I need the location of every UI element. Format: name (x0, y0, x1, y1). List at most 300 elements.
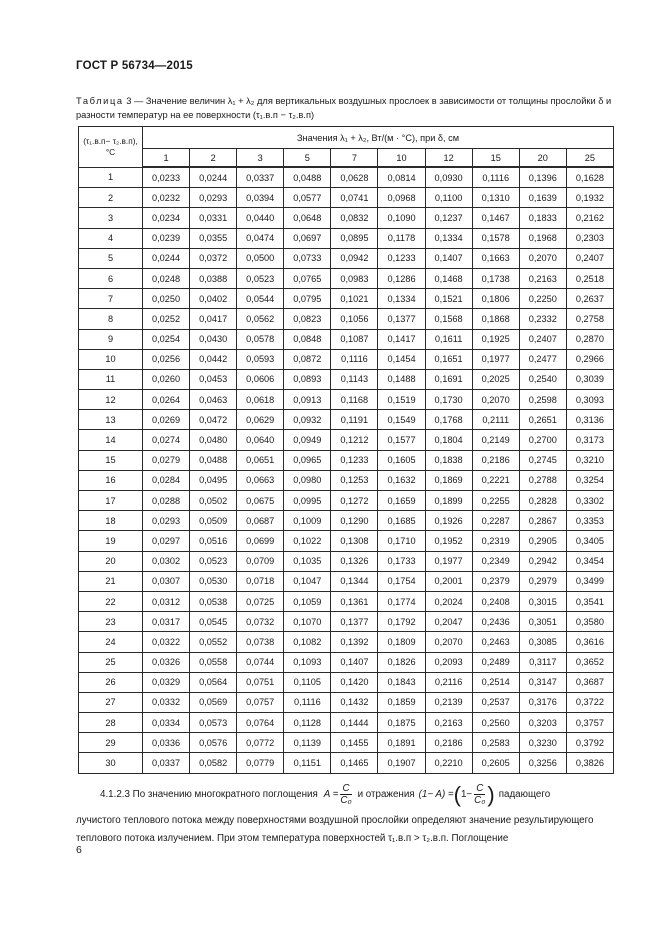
table-cell: 0,1070 (284, 612, 331, 632)
table-cell: 0,0651 (237, 450, 284, 470)
table-cell: 0,0932 (284, 410, 331, 430)
table-cell: 0,0480 (190, 430, 237, 450)
table-cell: 0,2111 (472, 410, 519, 430)
table-cell: 0,2255 (472, 491, 519, 511)
table-cell: 0,2149 (472, 430, 519, 450)
table-cell: 0,3353 (566, 511, 613, 531)
table-cell: 0,3093 (566, 390, 613, 410)
row-header-cell: 12 (79, 390, 143, 410)
table-cell: 0,0307 (143, 571, 190, 591)
table-cell: 0,1663 (472, 248, 519, 268)
table-cell: 0,1774 (378, 591, 425, 611)
table-cell: 0,0430 (190, 329, 237, 349)
table-cell: 0,0332 (143, 692, 190, 712)
table-cell: 0,3454 (566, 551, 613, 571)
row-header-cell: 22 (79, 591, 143, 611)
table-cell: 0,1035 (284, 551, 331, 571)
table-cell: 0,1116 (331, 349, 378, 369)
table-cell: 0,1806 (472, 289, 519, 309)
table-cell: 0,1875 (378, 713, 425, 733)
row-header-cell: 28 (79, 713, 143, 733)
paragraph-tail: падающего (498, 788, 551, 800)
table-cell: 0,1465 (331, 753, 378, 773)
table-cell: 0,2540 (519, 369, 566, 389)
table-cell: 0,0913 (284, 390, 331, 410)
table-cell: 0,0530 (190, 571, 237, 591)
table-cell: 0,2139 (425, 692, 472, 712)
table-row (79, 369, 614, 389)
table-body (79, 167, 614, 773)
table-cell: 0,2250 (519, 289, 566, 309)
table-cell: 0,1977 (472, 349, 519, 369)
table-cell: 0,1396 (519, 167, 566, 188)
table-cell: 0,0709 (237, 551, 284, 571)
table-row (79, 491, 614, 511)
table-cell: 0,1977 (425, 551, 472, 571)
formula-refl-inner: 1− (460, 788, 473, 800)
table-cell: 0,1022 (284, 531, 331, 551)
group-header: Значения λ₁ + λ₂, Вт/(м · °С), при δ, см (143, 127, 614, 149)
table-cell: 0,3085 (519, 632, 566, 652)
caption-label: Таблица (76, 96, 124, 106)
table-cell: 0,0552 (190, 632, 237, 652)
table-cell: 0,2870 (566, 329, 613, 349)
table-cell: 0,0577 (284, 188, 331, 208)
table-cell: 0,1859 (378, 692, 425, 712)
table-cell: 0,3173 (566, 430, 613, 450)
table-cell: 0,3792 (566, 733, 613, 753)
paragraph-lead: 4.1.2.3 По значению многократного поглощения (100, 788, 318, 800)
table-cell: 0,1651 (425, 349, 472, 369)
table-cell: 0,1139 (284, 733, 331, 753)
table-cell: 0,1407 (331, 652, 378, 672)
table-cell: 0,0980 (284, 470, 331, 490)
table-cell: 0,0576 (190, 733, 237, 753)
table-cell: 0,1952 (425, 531, 472, 551)
table-cell: 0,2477 (519, 349, 566, 369)
table-cell: 0,1237 (425, 208, 472, 228)
table-cell: 0,0558 (190, 652, 237, 672)
table-cell: 0,0312 (143, 591, 190, 611)
table-cell: 0,0628 (331, 167, 378, 188)
table-cell: 0,0244 (190, 167, 237, 188)
data-table (78, 126, 614, 774)
table-cell: 0,0675 (237, 491, 284, 511)
table-cell: 0,0606 (237, 369, 284, 389)
table-cell: 0,3117 (519, 652, 566, 672)
table-cell: 0,2651 (519, 410, 566, 430)
table-cell: 0,0764 (237, 713, 284, 733)
table-cell: 0,1932 (566, 188, 613, 208)
table-cell: 0,0317 (143, 612, 190, 632)
table-cell: 0,1392 (331, 632, 378, 652)
corner-unit: °C (105, 146, 116, 157)
table-cell: 0,0297 (143, 531, 190, 551)
table-cell: 0,0502 (190, 491, 237, 511)
table-cell: 0,3722 (566, 692, 613, 712)
table-cell: 0,1021 (331, 289, 378, 309)
table-row (79, 632, 614, 652)
table-cell: 0,0578 (237, 329, 284, 349)
table-row (79, 591, 614, 611)
column-header: 2 (190, 149, 237, 168)
table-cell: 0,3826 (566, 753, 613, 773)
table-cell: 0,2163 (519, 268, 566, 288)
table-cell: 0,3203 (519, 713, 566, 733)
table-row (79, 430, 614, 450)
table-cell: 0,0232 (143, 188, 190, 208)
row-header-cell: 17 (79, 491, 143, 511)
table-cell: 0,0239 (143, 228, 190, 248)
table-cell: 0,0697 (284, 228, 331, 248)
table-cell: 0,1605 (378, 450, 425, 470)
table-row (79, 612, 614, 632)
table-row (79, 713, 614, 733)
table-cell: 0,0260 (143, 369, 190, 389)
table-cell: 0,0545 (190, 612, 237, 632)
caption-text: 3 — Значение величин λ₁ + λ₂ для вертикальных воздушных прослоек в зависимости от толщины прослойки δ и разности температур на ее поверхности (τ₁.в.п − τ₂.в.п) (76, 96, 612, 120)
table-cell: 0,0302 (143, 551, 190, 571)
row-header-cell: 19 (79, 531, 143, 551)
table-cell: 0,0648 (284, 208, 331, 228)
table-cell: 0,2408 (472, 591, 519, 611)
table-cell: 0,0402 (190, 289, 237, 309)
table-cell: 0,0582 (190, 753, 237, 773)
table-cell: 0,3405 (566, 531, 613, 551)
table-cell: 0,2828 (519, 491, 566, 511)
table-cell: 0,1868 (472, 309, 519, 329)
table-cell: 0,1639 (519, 188, 566, 208)
table-cell: 0,0288 (143, 491, 190, 511)
row-header-cell: 15 (79, 450, 143, 470)
table-cell: 0,1272 (331, 491, 378, 511)
table-cell: 0,1826 (378, 652, 425, 672)
table-cell: 0,0264 (143, 390, 190, 410)
table-cell: 0,1143 (331, 369, 378, 389)
row-header-cell: 1 (79, 167, 143, 188)
row-header-cell: 23 (79, 612, 143, 632)
table-cell: 0,1738 (472, 268, 519, 288)
table-cell: 0,1432 (331, 692, 378, 712)
table-cell: 0,3616 (566, 632, 613, 652)
table-cell: 0,2319 (472, 531, 519, 551)
table-cell: 0,0757 (237, 692, 284, 712)
table-cell: 0,3256 (519, 753, 566, 773)
table-cell: 0,0474 (237, 228, 284, 248)
table-cell: 0,1659 (378, 491, 425, 511)
table-cell: 0,1407 (425, 248, 472, 268)
table-cell: 0,0640 (237, 430, 284, 450)
table-cell: 0,0564 (190, 672, 237, 692)
table-cell: 0,1417 (378, 329, 425, 349)
table-cell: 0,1838 (425, 450, 472, 470)
table-cell: 0,2407 (519, 329, 566, 349)
table-cell: 0,0372 (190, 248, 237, 268)
table-cell: 0,0417 (190, 309, 237, 329)
table-cell: 0,0814 (378, 167, 425, 188)
row-header-cell: 7 (79, 289, 143, 309)
table-cell: 0,2024 (425, 591, 472, 611)
table-cell: 0,1611 (425, 329, 472, 349)
row-header-cell: 6 (79, 268, 143, 288)
table-cell: 0,1754 (378, 571, 425, 591)
table-cell: 0,1087 (331, 329, 378, 349)
formula-a-eq: A = (323, 788, 339, 800)
table-cell: 0,2758 (566, 309, 613, 329)
table-cell: 0,2379 (472, 571, 519, 591)
row-header-cell: 3 (79, 208, 143, 228)
table-cell: 0,0234 (143, 208, 190, 228)
table-cell: 0,1444 (331, 713, 378, 733)
row-header-cell: 18 (79, 511, 143, 531)
table-cell: 0,2463 (472, 632, 519, 652)
table-cell: 0,0244 (143, 248, 190, 268)
table-cell: 0,1833 (519, 208, 566, 228)
table-cell: 0,1768 (425, 410, 472, 430)
table-row (79, 692, 614, 712)
table-cell: 0,3210 (566, 450, 613, 470)
table-cell: 0,1578 (472, 228, 519, 248)
table-cell: 0,3039 (566, 369, 613, 389)
table-cell: 0,1233 (331, 450, 378, 470)
table-cell: 0,0463 (190, 390, 237, 410)
table-cell: 0,1804 (425, 430, 472, 450)
table-row (79, 349, 614, 369)
row-header-cell: 25 (79, 652, 143, 672)
table-cell: 0,0488 (284, 167, 331, 188)
table-cell: 0,2070 (472, 390, 519, 410)
table-cell: 0,0779 (237, 753, 284, 773)
table-cell: 0,2979 (519, 571, 566, 591)
table-cell: 0,2186 (425, 733, 472, 753)
table-cell: 0,0562 (237, 309, 284, 329)
table-cell: 0,1468 (425, 268, 472, 288)
row-header-cell: 21 (79, 571, 143, 591)
table-cell: 0,2788 (519, 470, 566, 490)
table-cell: 0,2163 (425, 713, 472, 733)
table-cell: 0,2047 (425, 612, 472, 632)
table-cell: 0,1290 (331, 511, 378, 531)
corner-label: (τ₁.в.п− τ₂.в.п), (83, 135, 138, 146)
table-cell: 0,1116 (284, 692, 331, 712)
table-cell: 0,1116 (472, 167, 519, 188)
table-cell: 0,1308 (331, 531, 378, 551)
table-cell: 0,1105 (284, 672, 331, 692)
table-cell: 0,1632 (378, 470, 425, 490)
formula-a-fraction (340, 783, 351, 806)
table-cell: 0,0795 (284, 289, 331, 309)
table-cell: 0,0233 (143, 167, 190, 188)
table-cell: 0,2349 (472, 551, 519, 571)
table-cell: 0,0274 (143, 430, 190, 450)
table-row (79, 390, 614, 410)
table-cell: 0,1334 (378, 289, 425, 309)
table-row (79, 410, 614, 430)
table-cell: 0,0995 (284, 491, 331, 511)
table-cell: 0,0629 (237, 410, 284, 430)
table-cell: 0,1519 (378, 390, 425, 410)
table-cell: 0,3580 (566, 612, 613, 632)
paragraph-mid: и отражения (357, 788, 415, 800)
table-cell: 0,1968 (519, 228, 566, 248)
table-cell: 0,1009 (284, 511, 331, 531)
table-cell: 0,0573 (190, 713, 237, 733)
table-row (79, 188, 614, 208)
table-cell: 0,1191 (331, 410, 378, 430)
table-cell: 0,1233 (378, 248, 425, 268)
table-cell: 0,2116 (425, 672, 472, 692)
table-cell: 0,2025 (472, 369, 519, 389)
table-cell: 0,0337 (237, 167, 284, 188)
column-header: 15 (472, 149, 519, 168)
table-cell: 0,1628 (566, 167, 613, 188)
table-cell: 0,3687 (566, 672, 613, 692)
row-header-cell: 20 (79, 551, 143, 571)
table-cell: 0,1377 (378, 309, 425, 329)
table-cell: 0,1128 (284, 713, 331, 733)
table-cell: 0,1577 (378, 430, 425, 450)
column-header: 20 (519, 149, 566, 168)
table-caption (76, 94, 616, 122)
table-cell: 0,2186 (472, 450, 519, 470)
table-cell: 0,2407 (566, 248, 613, 268)
table-cell: 0,0472 (190, 410, 237, 430)
table-cell: 0,2070 (425, 632, 472, 652)
table-cell: 0,0618 (237, 390, 284, 410)
table-cell: 0,0336 (143, 733, 190, 753)
table-row (79, 228, 614, 248)
table-cell: 0,2221 (472, 470, 519, 490)
table-cell: 0,1710 (378, 531, 425, 551)
table-cell: 0,0516 (190, 531, 237, 551)
table-cell: 0,1344 (331, 571, 378, 591)
row-header-cell: 2 (79, 188, 143, 208)
table-cell: 0,1082 (284, 632, 331, 652)
table-row (79, 571, 614, 591)
table-cell: 0,0442 (190, 349, 237, 369)
table-cell: 0,1178 (378, 228, 425, 248)
table-cell: 0,0895 (331, 228, 378, 248)
table-cell: 0,0872 (284, 349, 331, 369)
table-cell: 0,1843 (378, 672, 425, 692)
row-header-cell: 11 (79, 369, 143, 389)
table-cell: 0,1691 (425, 369, 472, 389)
table-cell: 0,0500 (237, 248, 284, 268)
table-cell: 0,0495 (190, 470, 237, 490)
table-cell: 0,1212 (331, 430, 378, 450)
table-cell: 0,0741 (331, 188, 378, 208)
formula-refl-fraction (474, 783, 485, 806)
table-cell: 0,3176 (519, 692, 566, 712)
page-number: 6 (76, 844, 82, 856)
table-cell: 0,1056 (331, 309, 378, 329)
table-cell: 0,1869 (425, 470, 472, 490)
table-cell: 0,0538 (190, 591, 237, 611)
table-cell: 0,3136 (566, 410, 613, 430)
fraction-numerator-2: C (476, 783, 484, 794)
table-cell: 0,0732 (237, 612, 284, 632)
fraction-denominator: C₀ (340, 795, 352, 806)
table-cell: 0,0949 (284, 430, 331, 450)
table-cell: 0,3051 (519, 612, 566, 632)
table-cell: 0,1685 (378, 511, 425, 531)
table-cell: 0,0329 (143, 672, 190, 692)
table-cell: 0,0394 (237, 188, 284, 208)
table-cell: 0,2942 (519, 551, 566, 571)
column-header: 25 (566, 149, 613, 168)
table-cell: 0,0965 (284, 450, 331, 470)
row-header-cell: 5 (79, 248, 143, 268)
table-row (79, 167, 614, 188)
table-cell: 0,2070 (519, 248, 566, 268)
table-cell: 0,3652 (566, 652, 613, 672)
table-cell: 0,1733 (378, 551, 425, 571)
row-header-cell: 27 (79, 692, 143, 712)
table-cell: 0,2303 (566, 228, 613, 248)
table-cell: 0,2583 (472, 733, 519, 753)
table-cell: 0,1792 (378, 612, 425, 632)
table-cell: 0,1926 (425, 511, 472, 531)
row-header-cell: 30 (79, 753, 143, 773)
table-cell: 0,0751 (237, 672, 284, 692)
table-row (79, 208, 614, 228)
table-cell: 0,2514 (472, 672, 519, 692)
close-paren: ) (487, 781, 495, 807)
corner-header (79, 127, 143, 168)
row-header-cell: 13 (79, 410, 143, 430)
table-cell: 0,2966 (566, 349, 613, 369)
row-header-cell: 26 (79, 672, 143, 692)
table-cell: 0,2637 (566, 289, 613, 309)
table-cell: 0,1730 (425, 390, 472, 410)
table-cell: 0,1326 (331, 551, 378, 571)
table-cell: 0,0733 (284, 248, 331, 268)
document-id: ГОСТ Р 56734—2015 (76, 60, 193, 72)
open-paren: ( (453, 781, 461, 807)
table-cell: 0,1455 (331, 733, 378, 753)
table-cell: 0,0523 (237, 268, 284, 288)
table-row (79, 289, 614, 309)
table-row (79, 329, 614, 349)
table-cell: 0,2287 (472, 511, 519, 531)
table-cell: 0,3757 (566, 713, 613, 733)
row-header-cell: 29 (79, 733, 143, 753)
row-header-cell: 14 (79, 430, 143, 450)
table-cell: 0,0326 (143, 652, 190, 672)
table-cell: 0,2560 (472, 713, 519, 733)
table-cell: 0,2518 (566, 268, 613, 288)
table-cell: 0,0983 (331, 268, 378, 288)
table-cell: 0,2332 (519, 309, 566, 329)
table-cell: 0,1521 (425, 289, 472, 309)
table-cell: 0,0772 (237, 733, 284, 753)
fraction-denominator-2: C₀ (474, 795, 486, 806)
table-cell: 0,0848 (284, 329, 331, 349)
table-cell: 0,0509 (190, 511, 237, 531)
table-cell: 0,0279 (143, 450, 190, 470)
table-cell: 0,1549 (378, 410, 425, 430)
table-cell: 0,0930 (425, 167, 472, 188)
column-header: 12 (425, 149, 472, 168)
table-cell: 0,3015 (519, 591, 566, 611)
table-cell: 0,0893 (284, 369, 331, 389)
table-cell: 0,1420 (331, 672, 378, 692)
table-cell: 0,2210 (425, 753, 472, 773)
column-header: 1 (143, 149, 190, 168)
table-cell: 0,0488 (190, 450, 237, 470)
table-cell: 0,0293 (143, 511, 190, 531)
table-row (79, 551, 614, 571)
